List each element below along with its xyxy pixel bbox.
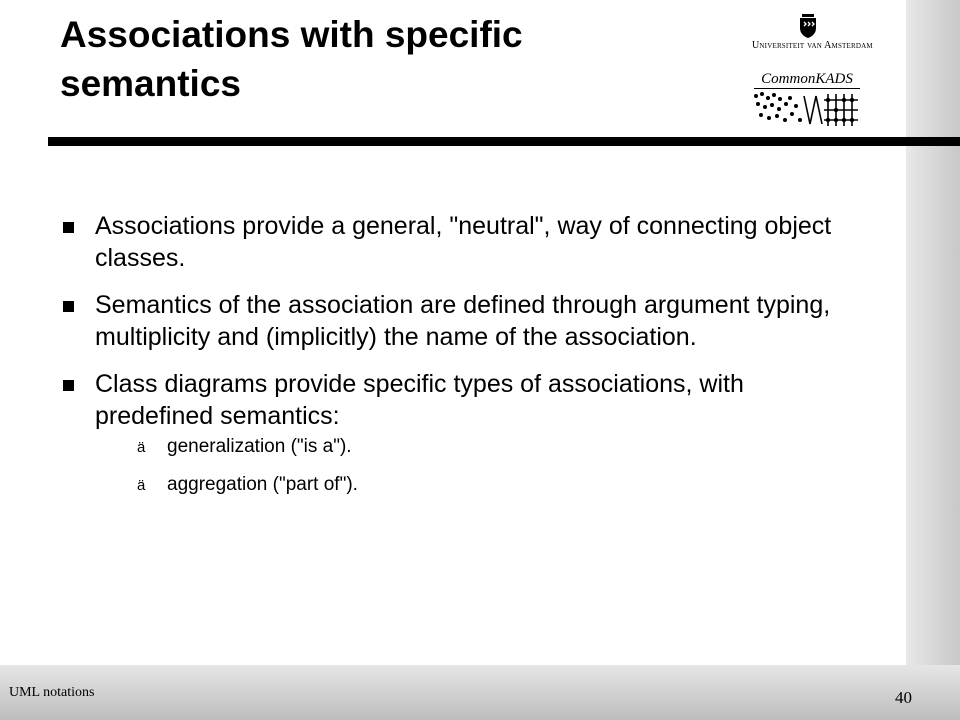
bullet-text: Class diagrams provide specific types of associations, with predefined semantics:	[95, 370, 744, 430]
bullet-list	[63, 210, 843, 512]
commonkads-wordmark: CommonKADS	[754, 70, 860, 89]
square-bullet-icon	[63, 380, 74, 391]
uva-crest-icon	[799, 14, 817, 38]
bullet-item	[63, 210, 843, 274]
footer-label: UML notations	[9, 685, 95, 700]
bullet-item	[63, 368, 843, 497]
arrow-bullet-icon: ä	[137, 477, 146, 494]
square-bullet-icon	[63, 222, 74, 233]
bullet-item	[63, 289, 843, 353]
bottom-gray-band	[0, 665, 960, 720]
commonkads-grid-icon	[752, 90, 862, 128]
page-number: 40	[895, 688, 912, 707]
square-bullet-icon	[63, 301, 74, 312]
bullet-text: Semantics of the association are defined through argument typing, multiplicity and (implicitly) the name of the association.	[95, 291, 831, 351]
right-gray-band	[906, 0, 960, 720]
commonkads-logo	[750, 66, 865, 130]
title-divider	[48, 137, 960, 146]
slide-title: Associations with specific semantics	[60, 14, 523, 104]
sub-bullet-text: generalization ("is a").	[167, 436, 352, 457]
sub-bullet-item	[127, 435, 843, 459]
sub-bullet-list	[127, 435, 843, 497]
uva-logo	[752, 14, 872, 56]
sub-bullet-text: aggregation ("part of").	[167, 474, 358, 495]
bullet-text: Associations provide a general, "neutral", way of connecting object classes.	[95, 212, 832, 272]
arrow-bullet-icon: ä	[137, 439, 146, 456]
sub-bullet-item	[127, 473, 843, 497]
uva-wordmark: Universiteit van Amsterdam	[752, 40, 873, 51]
